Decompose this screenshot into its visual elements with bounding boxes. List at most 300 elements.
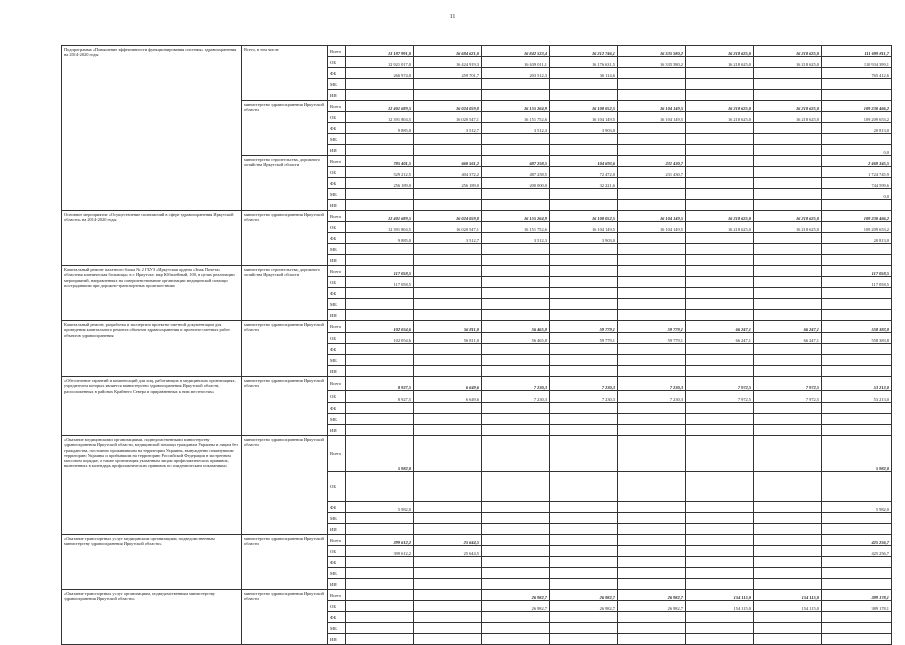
funding-source: ИИ: [328, 579, 346, 590]
amount-cell: [686, 355, 754, 366]
amount-cell: [618, 123, 686, 134]
amount-cell: 16 335 580,2: [618, 57, 686, 68]
amount-cell: 0,0: [822, 189, 892, 200]
amount-cell: [346, 513, 414, 524]
amount-cell: 16 212 746,1: [550, 46, 618, 57]
amount-cell: [686, 623, 754, 634]
funding-source: ИИ: [328, 524, 346, 535]
amount-cell: [550, 344, 618, 355]
amount-cell: 6 649,6: [414, 391, 482, 403]
amount-cell: 53 213,0: [822, 391, 892, 403]
amount-cell: [754, 436, 822, 472]
amount-cell: [482, 524, 550, 535]
amount-cell: 765 412,6: [822, 68, 892, 79]
amount-cell: [754, 310, 822, 321]
table-row: [62, 211, 892, 222]
amount-cell: 687 258,5: [482, 156, 550, 167]
amount-cell: [754, 414, 822, 425]
amount-cell: [414, 513, 482, 524]
amount-cell: 16 020 547,1: [414, 112, 482, 123]
amount-cell: [346, 134, 414, 145]
amount-cell: [618, 344, 686, 355]
event-name: Капитальный ремонт, разработка и экспертиза проектно-сметной документации для проведения капитального ремонта объектов здравоохранения и проектно-сметных работ объектов здравоохранения: [62, 321, 242, 377]
amount-cell: 16 218 625,0: [686, 222, 754, 233]
amount-cell: 109 209 653,2: [822, 112, 892, 123]
amount-cell: [414, 436, 482, 472]
amount-cell: [754, 233, 822, 244]
amount-cell: [618, 310, 686, 321]
table-row: [62, 266, 892, 277]
funding-source: ФБ: [328, 557, 346, 568]
amount-cell: 16 151 752,6: [482, 112, 550, 123]
amount-cell: [550, 189, 618, 200]
funding-source: ФБ: [328, 344, 346, 355]
amount-cell: [414, 355, 482, 366]
executor: министерство здравоохранения Иркутской области: [242, 321, 328, 377]
amount-cell: [482, 255, 550, 266]
amount-cell: 59 779,1: [618, 321, 686, 333]
amount-cell: [618, 524, 686, 535]
amount-cell: 399 612,2: [346, 546, 414, 557]
amount-cell: 12 921 017,0: [346, 57, 414, 68]
funding-table-body: [62, 46, 892, 645]
amount-cell: 16 104 149,5: [550, 112, 618, 123]
funding-source: ОБ: [328, 391, 346, 403]
amount-cell: [618, 425, 686, 436]
table-row: [62, 321, 892, 333]
amount-cell: 16 151 752,6: [482, 222, 550, 233]
amount-cell: [754, 299, 822, 310]
funding-source: ФБ: [328, 612, 346, 623]
amount-cell: [754, 167, 822, 178]
amount-cell: [686, 366, 754, 377]
amount-cell: [686, 68, 754, 79]
amount-cell: [550, 414, 618, 425]
amount-cell: 9 885,0: [346, 233, 414, 244]
amount-cell: [414, 425, 482, 436]
amount-cell: 26 982,7: [550, 601, 618, 612]
amount-cell: [346, 355, 414, 366]
amount-cell: [414, 568, 482, 579]
amount-cell: [482, 634, 550, 645]
amount-cell: 16 024 059,8: [414, 211, 482, 222]
executor: министерство строительства, дорожного хозяйства Иркутской области: [242, 156, 328, 211]
funding-source: ФБ: [328, 233, 346, 244]
amount-cell: 558 383,8: [822, 333, 892, 344]
funding-source: ОБ: [328, 57, 346, 68]
amount-cell: [550, 200, 618, 211]
amount-cell: [482, 425, 550, 436]
amount-cell: 8 927,5: [346, 391, 414, 403]
amount-cell: [482, 403, 550, 414]
amount-cell: 256 189,0: [346, 178, 414, 189]
amount-cell: [686, 524, 754, 535]
amount-cell: [754, 200, 822, 211]
funding-source: ОБ: [328, 333, 346, 344]
amount-cell: [482, 288, 550, 299]
amount-cell: 16 639 011,1: [482, 57, 550, 68]
funding-source: ОБ: [328, 222, 346, 233]
amount-cell: [482, 277, 550, 288]
amount-cell: 16 104 149,5: [550, 222, 618, 233]
amount-cell: [686, 167, 754, 178]
event-name: Основное мероприятие «Осуществление полномочий в сфере здравоохранения Иркутской области» на 2014-2020 годы: [62, 211, 242, 266]
amount-cell: [482, 266, 550, 277]
amount-cell: [550, 436, 618, 472]
amount-cell: [618, 90, 686, 101]
amount-cell: 25 644,5: [414, 546, 482, 557]
amount-cell: [822, 612, 892, 623]
event-name: «Оказание транспортных услуг медицинским организациям, подведомственным министерству здравоохранения Иркутской области»: [62, 535, 242, 590]
amount-cell: [618, 299, 686, 310]
amount-cell: [686, 244, 754, 255]
funding-source: ОБ: [328, 472, 346, 502]
amount-cell: [754, 557, 822, 568]
amount-cell: [754, 156, 822, 167]
amount-cell: [686, 134, 754, 145]
amount-cell: [346, 310, 414, 321]
amount-cell: 16 218 625,0: [754, 101, 822, 112]
amount-cell: 9 885,0: [346, 123, 414, 134]
amount-cell: [754, 535, 822, 546]
amount-cell: [754, 623, 822, 634]
amount-cell: [346, 90, 414, 101]
amount-cell: 16 104 149,5: [618, 112, 686, 123]
amount-cell: [822, 568, 892, 579]
amount-cell: 3 512,7: [414, 123, 482, 134]
amount-cell: [414, 502, 482, 513]
funding-source: МБ: [328, 414, 346, 425]
amount-cell: 3 903,0: [550, 233, 618, 244]
amount-cell: [686, 266, 754, 277]
amount-cell: 16 218 625,0: [754, 211, 822, 222]
amount-cell: [754, 344, 822, 355]
amount-cell: [822, 425, 892, 436]
amount-cell: [482, 557, 550, 568]
amount-cell: [414, 557, 482, 568]
amount-cell: 231 430,7: [618, 167, 686, 178]
amount-cell: 7 230,3: [618, 377, 686, 391]
amount-cell: [550, 310, 618, 321]
amount-cell: [550, 79, 618, 90]
funding-source: Всего: [328, 377, 346, 391]
page-number: 11: [449, 14, 456, 20]
amount-cell: 16 104 149,5: [618, 101, 686, 112]
amount-cell: 26 982,7: [550, 590, 618, 601]
amount-cell: [822, 557, 892, 568]
amount-cell: [550, 403, 618, 414]
amount-cell: 16 104 149,5: [618, 211, 686, 222]
amount-cell: [346, 590, 414, 601]
amount-cell: [346, 425, 414, 436]
amount-cell: [550, 546, 618, 557]
amount-cell: [618, 255, 686, 266]
amount-cell: 16 108 052,5: [550, 101, 618, 112]
amount-cell: [822, 200, 892, 211]
amount-cell: 16 218 625,0: [754, 57, 822, 68]
table-row: [62, 535, 892, 546]
amount-cell: 7 230,3: [550, 377, 618, 391]
amount-cell: [550, 288, 618, 299]
amount-cell: 66 247,1: [686, 333, 754, 344]
table-row: [62, 590, 892, 601]
amount-cell: 7 230,3: [482, 377, 550, 391]
amount-cell: [482, 612, 550, 623]
executor: министерство здравоохранения Иркутской области: [242, 101, 328, 156]
amount-cell: [550, 557, 618, 568]
amount-cell: [414, 145, 482, 156]
amount-cell: [482, 513, 550, 524]
amount-cell: [618, 288, 686, 299]
amount-cell: 5 982,0: [346, 502, 414, 513]
amount-cell: 7 230,3: [550, 391, 618, 403]
amount-cell: 3 903,0: [550, 123, 618, 134]
amount-cell: 660 561,2: [414, 156, 482, 167]
amount-cell: 26 982,7: [618, 590, 686, 601]
amount-cell: [754, 513, 822, 524]
amount-cell: [482, 414, 550, 425]
amount-cell: [482, 436, 550, 472]
amount-cell: [822, 524, 892, 535]
amount-cell: 16 176 631,5: [550, 57, 618, 68]
amount-cell: [686, 403, 754, 414]
amount-cell: [550, 266, 618, 277]
funding-source: МБ: [328, 244, 346, 255]
amount-cell: 32 221,6: [550, 178, 618, 189]
amount-cell: [686, 472, 754, 502]
amount-cell: [482, 502, 550, 513]
amount-cell: 20 813,0: [822, 233, 892, 244]
amount-cell: [754, 134, 822, 145]
amount-cell: [822, 299, 892, 310]
amount-cell: 8 927,5: [346, 377, 414, 391]
amount-cell: [414, 612, 482, 623]
event-name: «Оказание медицинскими организациями, подведомственными министерству здравоохранения Иркутской области, медицинской помощи гражданам Украины и лицам без гражданства, постоянно проживавшим на территории Украины, вынужденно покинувшим территорию Украины и прибывшим на территорию Российской Федерации в экстренном массовом порядке, а также организация указанным лицам профилактических прививок, включенных в календарь профилактических прививок по эпидемическим показаниям»: [62, 436, 242, 535]
amount-cell: [414, 344, 482, 355]
amount-cell: [482, 535, 550, 546]
amount-cell: 389 178,1: [822, 601, 892, 612]
amount-cell: [618, 568, 686, 579]
funding-source: Всего: [328, 266, 346, 277]
amount-cell: 154 115,0: [754, 601, 822, 612]
amount-cell: [414, 189, 482, 200]
amount-cell: 59 779,1: [618, 333, 686, 344]
amount-cell: [482, 145, 550, 156]
amount-cell: 66 247,1: [686, 321, 754, 333]
amount-cell: 26 982,7: [482, 601, 550, 612]
amount-cell: [482, 79, 550, 90]
amount-cell: [686, 156, 754, 167]
amount-cell: [822, 255, 892, 266]
amount-cell: [414, 134, 482, 145]
amount-cell: [414, 590, 482, 601]
amount-cell: 399 612,2: [346, 535, 414, 546]
funding-source: Всего: [328, 321, 346, 333]
amount-cell: [618, 623, 686, 634]
amount-cell: [686, 233, 754, 244]
amount-cell: 12 401 689,5: [346, 101, 414, 112]
amount-cell: 5 982,0: [822, 502, 892, 513]
amount-cell: [346, 557, 414, 568]
amount-cell: [686, 502, 754, 513]
amount-cell: [346, 601, 414, 612]
amount-cell: 16 218 625,0: [686, 101, 754, 112]
funding-source: ИИ: [328, 145, 346, 156]
amount-cell: [822, 579, 892, 590]
amount-cell: [550, 535, 618, 546]
amount-cell: 104 693,6: [550, 156, 618, 167]
amount-cell: 56 811,0: [414, 321, 482, 333]
funding-source: Всего: [328, 211, 346, 222]
amount-cell: [414, 299, 482, 310]
amount-cell: [482, 244, 550, 255]
amount-cell: 16 218 625,0: [686, 46, 754, 57]
amount-cell: [618, 233, 686, 244]
amount-cell: 117 058,5: [822, 266, 892, 277]
amount-cell: 2 469 345,5: [822, 156, 892, 167]
amount-cell: [618, 546, 686, 557]
amount-cell: [618, 535, 686, 546]
amount-cell: [618, 277, 686, 288]
amount-cell: [618, 134, 686, 145]
funding-source: МБ: [328, 513, 346, 524]
amount-cell: [618, 414, 686, 425]
amount-cell: [822, 366, 892, 377]
amount-cell: 66 247,1: [754, 321, 822, 333]
amount-cell: [686, 299, 754, 310]
funding-source: ОБ: [328, 112, 346, 123]
amount-cell: [346, 299, 414, 310]
amount-cell: 404 372,2: [414, 167, 482, 178]
amount-cell: 102 054,6: [346, 321, 414, 333]
funding-source: ОБ: [328, 601, 346, 612]
amount-cell: [686, 344, 754, 355]
amount-cell: [686, 634, 754, 645]
amount-cell: [482, 200, 550, 211]
amount-cell: 200 000,0: [482, 178, 550, 189]
amount-cell: [414, 277, 482, 288]
funding-source: МБ: [328, 299, 346, 310]
amount-cell: 109 230 466,2: [822, 211, 892, 222]
amount-cell: 13 187 991,0: [346, 46, 414, 57]
amount-cell: [346, 200, 414, 211]
funding-source: ИИ: [328, 255, 346, 266]
amount-cell: [686, 436, 754, 472]
amount-cell: [346, 623, 414, 634]
amount-cell: [822, 414, 892, 425]
funding-source: МБ: [328, 79, 346, 90]
amount-cell: [414, 601, 482, 612]
funding-source: Всего: [328, 46, 346, 57]
amount-cell: [346, 244, 414, 255]
amount-cell: [346, 612, 414, 623]
amount-cell: [550, 366, 618, 377]
amount-cell: [754, 425, 822, 436]
amount-cell: [686, 535, 754, 546]
amount-cell: [754, 366, 822, 377]
amount-cell: [686, 568, 754, 579]
amount-cell: [822, 403, 892, 414]
amount-cell: [550, 623, 618, 634]
funding-source: МБ: [328, 189, 346, 200]
amount-cell: 16 108 052,5: [550, 211, 618, 222]
amount-cell: [346, 634, 414, 645]
executor: Всего, в том числе: [242, 46, 328, 101]
amount-cell: [618, 244, 686, 255]
amount-cell: [754, 90, 822, 101]
amount-cell: [754, 145, 822, 156]
amount-cell: [754, 288, 822, 299]
executor: министерство здравоохранения Иркутской области: [242, 535, 328, 590]
amount-cell: 66 247,1: [754, 333, 822, 344]
funding-source: ФБ: [328, 288, 346, 299]
amount-cell: [414, 255, 482, 266]
amount-cell: [346, 366, 414, 377]
amount-cell: [618, 513, 686, 524]
amount-cell: [686, 255, 754, 266]
amount-cell: [618, 200, 686, 211]
amount-cell: [482, 134, 550, 145]
amount-cell: [686, 288, 754, 299]
funding-source: ФБ: [328, 502, 346, 513]
amount-cell: [346, 579, 414, 590]
amount-cell: [822, 134, 892, 145]
amount-cell: [618, 579, 686, 590]
amount-cell: 7 972,5: [686, 377, 754, 391]
amount-cell: [414, 310, 482, 321]
amount-cell: 425 256,7: [822, 535, 892, 546]
amount-cell: 56 811,0: [414, 333, 482, 344]
executor: министерство здравоохранения Иркутской области: [242, 590, 328, 645]
funding-source: МБ: [328, 355, 346, 366]
amount-cell: [618, 79, 686, 90]
amount-cell: [550, 634, 618, 645]
executor: министерство здравоохранения Иркутской области: [242, 211, 328, 266]
amount-cell: 117 058,5: [346, 277, 414, 288]
amount-cell: 72 472,0: [550, 167, 618, 178]
amount-cell: [686, 310, 754, 321]
funding-table: [61, 45, 892, 645]
funding-source: ОБ: [328, 277, 346, 288]
amount-cell: 12 391 804,5: [346, 222, 414, 233]
amount-cell: [550, 612, 618, 623]
amount-cell: [346, 255, 414, 266]
amount-cell: [686, 425, 754, 436]
amount-cell: [550, 513, 618, 524]
amount-cell: 16 024 059,8: [414, 101, 482, 112]
amount-cell: [618, 366, 686, 377]
amount-cell: 16 684 621,0: [414, 46, 482, 57]
funding-source: ИИ: [328, 200, 346, 211]
funding-source: Всего: [328, 156, 346, 167]
amount-cell: 256 189,0: [414, 178, 482, 189]
amount-cell: [686, 557, 754, 568]
amount-cell: [754, 524, 822, 535]
amount-cell: [550, 502, 618, 513]
amount-cell: 111 699 811,7: [822, 46, 892, 57]
amount-cell: 53 213,0: [822, 377, 892, 391]
amount-cell: [550, 277, 618, 288]
funding-source: Всего: [328, 535, 346, 546]
funding-source: ИИ: [328, 634, 346, 645]
amount-cell: 3 512,3: [482, 233, 550, 244]
amount-cell: [618, 178, 686, 189]
amount-cell: [550, 255, 618, 266]
amount-cell: 154 115,0: [754, 590, 822, 601]
amount-cell: [414, 288, 482, 299]
table-row: [62, 377, 892, 391]
amount-cell: 0,0: [822, 145, 892, 156]
